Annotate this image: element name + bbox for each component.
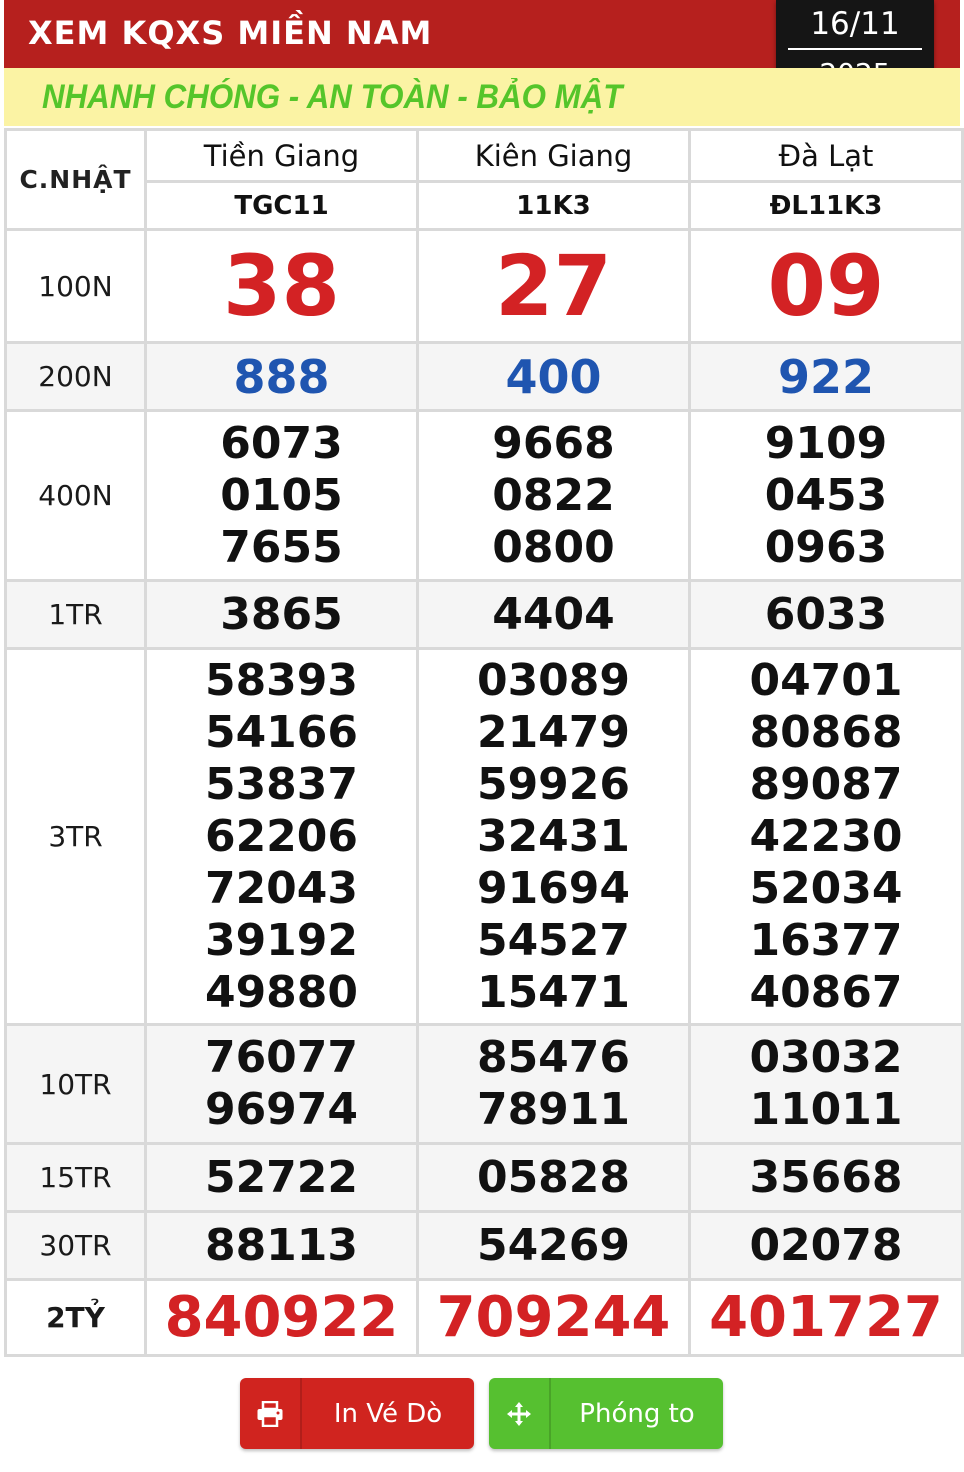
province-name: Đà Lạt (690, 130, 963, 182)
print-button-label: In Vé Dò (333, 1398, 443, 1429)
result-number: 0453 (764, 469, 888, 521)
result-number: 6033 (764, 588, 888, 640)
result-number: 4404 (492, 588, 615, 640)
prize-cell (690, 1144, 963, 1212)
result-number: 96974 (204, 1084, 359, 1135)
prize-cell (418, 649, 690, 1025)
prize-label: 10TR (6, 1025, 146, 1144)
date-divider (788, 48, 922, 50)
result-number: 21479 (476, 706, 631, 758)
printer-icon (240, 1378, 302, 1449)
prize-row (6, 343, 963, 411)
province-code: 11K3 (418, 182, 690, 230)
prize-cell (690, 230, 963, 343)
result-number: 32431 (476, 810, 631, 862)
result-number: 54166 (204, 706, 359, 758)
zoom-button-label: Phóng to (579, 1398, 695, 1429)
prize-cell (690, 581, 963, 649)
prize-cell (146, 1212, 418, 1280)
prize-cell (690, 343, 963, 411)
result-number: 72043 (204, 862, 359, 914)
result-number: 7655 (220, 521, 343, 573)
result-number: 0963 (764, 521, 888, 573)
move-arrows-icon (489, 1378, 551, 1449)
prize-cell (146, 230, 418, 343)
result-number: 49880 (204, 966, 359, 1018)
result-number: 05828 (476, 1151, 631, 1203)
result-number: 04701 (749, 654, 903, 706)
prize-label: 3TR (6, 649, 146, 1025)
province-name: Tiền Giang (146, 130, 418, 182)
prize-label: 100N (6, 230, 146, 343)
prize-cell (418, 1280, 690, 1356)
result-number: 0105 (220, 469, 343, 521)
prize-cell (418, 1144, 690, 1212)
result-number: 400 (505, 349, 602, 404)
result-number: 9668 (492, 417, 615, 469)
result-number: 54527 (476, 914, 631, 966)
result-number: 15471 (476, 966, 631, 1018)
prize-cell (418, 411, 690, 581)
prize-row (6, 230, 963, 343)
prize-label: 30TR (6, 1212, 146, 1280)
result-number: 401727 (709, 1284, 943, 1350)
prize-cell (418, 230, 690, 343)
prize-cell (146, 649, 418, 1025)
prize-row (6, 1025, 963, 1144)
prize-row (6, 1280, 963, 1356)
prize-cell (418, 343, 690, 411)
result-number: 88113 (204, 1219, 359, 1271)
zoom-button[interactable] (489, 1378, 723, 1449)
result-number: 85476 (476, 1032, 631, 1083)
prize-cell (418, 581, 690, 649)
prize-cell (146, 1025, 418, 1144)
prize-cell (418, 1025, 690, 1144)
prize-label: 200N (6, 343, 146, 411)
result-number: 89087 (749, 758, 903, 810)
print-ticket-button[interactable] (240, 1378, 474, 1449)
prize-cell (690, 1212, 963, 1280)
result-number: 11011 (749, 1084, 903, 1135)
province-code: ĐL11K3 (690, 182, 963, 230)
result-number: 03089 (476, 654, 631, 706)
result-number: 9109 (764, 417, 888, 469)
prize-row (6, 1212, 963, 1280)
result-number: 922 (777, 349, 875, 404)
prize-cell (690, 649, 963, 1025)
corner-label: C.NHẬT (6, 130, 146, 230)
result-number: 80868 (749, 706, 903, 758)
slogan-text: NHANH CHÓNG - AN TOÀN - BẢO MẬT (42, 78, 623, 116)
result-number: 54269 (476, 1219, 631, 1271)
prize-cell (146, 343, 418, 411)
result-number: 40867 (749, 966, 903, 1018)
result-number: 16377 (749, 914, 903, 966)
prize-cell (146, 411, 418, 581)
result-number: 0800 (492, 521, 615, 573)
prize-label: 2TỶ (6, 1280, 146, 1356)
result-number: 27 (495, 237, 612, 335)
result-number: 35668 (749, 1151, 903, 1203)
result-number: 59926 (476, 758, 631, 810)
result-number: 888 (233, 349, 330, 404)
prize-label: 1TR (6, 581, 146, 649)
result-number: 52722 (204, 1151, 359, 1203)
province-name: Kiên Giang (418, 130, 690, 182)
date-day: 16/11 (810, 6, 900, 42)
result-number: 02078 (749, 1219, 903, 1271)
prize-cell (418, 1212, 690, 1280)
prize-row (6, 411, 963, 581)
result-number: 58393 (204, 654, 359, 706)
prize-label: 15TR (6, 1144, 146, 1212)
result-number: 09 (767, 237, 885, 335)
prize-row (6, 1144, 963, 1212)
prize-cell (690, 1280, 963, 1356)
result-number: 03032 (749, 1032, 903, 1083)
result-number: 6073 (220, 417, 343, 469)
prize-cell (690, 411, 963, 581)
result-number: 0822 (492, 469, 615, 521)
result-number: 840922 (164, 1284, 399, 1350)
prize-cell (690, 1025, 963, 1144)
prize-row (6, 581, 963, 649)
result-number: 62206 (204, 810, 359, 862)
slogan-banner (4, 68, 960, 126)
result-number: 3865 (220, 588, 343, 640)
result-number: 76077 (204, 1032, 359, 1083)
prize-cell (146, 1144, 418, 1212)
result-number: 42230 (749, 810, 903, 862)
result-number: 38 (223, 237, 340, 335)
prize-label: 400N (6, 411, 146, 581)
province-code: TGC11 (146, 182, 418, 230)
result-number: 53837 (204, 758, 359, 810)
results-table (4, 128, 964, 1357)
result-number: 39192 (204, 914, 359, 966)
result-number: 91694 (476, 862, 631, 914)
result-number: 52034 (749, 862, 903, 914)
result-number: 709244 (436, 1284, 671, 1350)
result-number: 78911 (476, 1084, 631, 1135)
page-title: XEM KQXS MIỀN NAM (28, 14, 433, 52)
prize-row (6, 649, 963, 1025)
prize-cell (146, 581, 418, 649)
prize-cell (146, 1280, 418, 1356)
